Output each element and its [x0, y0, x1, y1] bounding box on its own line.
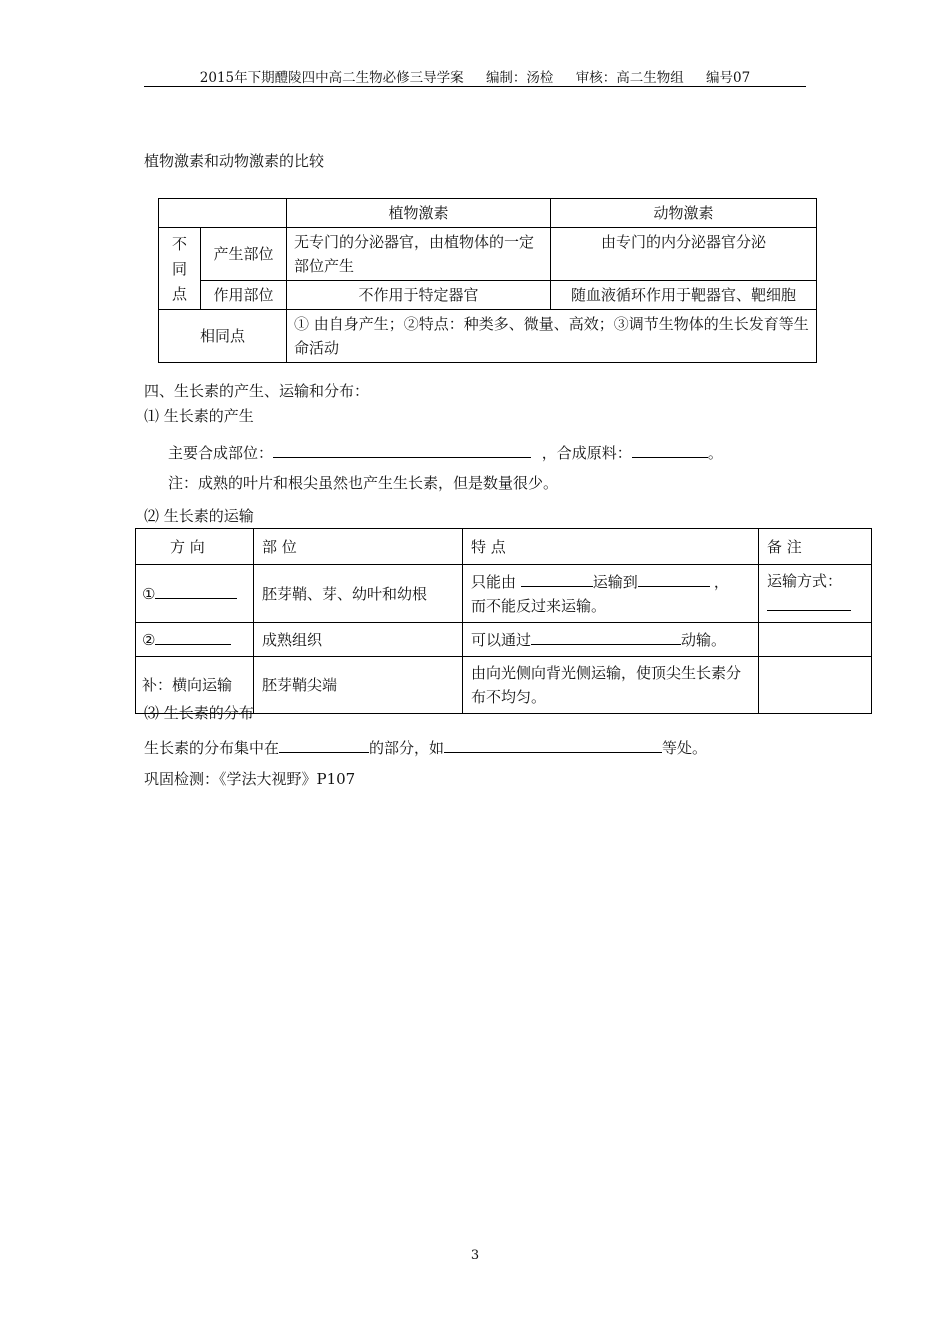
direction-blank[interactable] — [155, 627, 231, 645]
col-plant: 植物激素 — [287, 199, 551, 228]
synthesis-line — [168, 440, 723, 463]
feature-text: ， — [713, 573, 729, 591]
corner-cell — [159, 199, 287, 228]
row1-plant: 无专门的分泌器官，由植物体的一定部位产生 — [287, 228, 551, 281]
row2-label: 作用部位 — [201, 281, 287, 310]
to-blank[interactable] — [638, 569, 710, 587]
feature-text: 只能由 — [471, 573, 517, 591]
page-number: 3 — [470, 1248, 480, 1263]
table-row — [159, 281, 817, 310]
row3-direction: 补：横向运输 — [136, 657, 254, 714]
row1-feature — [463, 565, 759, 623]
feature-text: 可以通过 — [471, 631, 532, 649]
raw-material-blank[interactable] — [632, 440, 708, 458]
concentrated-blank[interactable] — [279, 735, 369, 753]
line-end: 。 — [707, 444, 723, 462]
diff-char: 同 — [171, 260, 187, 278]
row2-part: 成熟组织 — [254, 623, 463, 657]
from-blank[interactable] — [521, 569, 593, 587]
synthesis-site-label: 主要合成部位： — [168, 444, 274, 462]
circled-two: ② — [142, 631, 156, 649]
header-reviewer: 审核：高二生物组 — [575, 70, 684, 86]
row1-note — [759, 565, 872, 623]
table-row — [136, 565, 872, 623]
col-animal: 动物激素 — [551, 199, 817, 228]
row2-feature — [463, 623, 759, 657]
row3-part: 胚芽鞘尖端 — [254, 657, 463, 714]
header-number: 编号07 — [706, 70, 751, 86]
header-note: 备 注 — [759, 529, 872, 565]
header-direction: 方 向 — [136, 529, 254, 565]
through-blank[interactable] — [531, 627, 681, 645]
table-row — [159, 310, 817, 363]
diff-char: 不 — [171, 235, 187, 253]
compare-title: 植物激素和动物激素的比较 — [144, 152, 325, 170]
table-row — [136, 529, 872, 565]
row2-animal: 随血液循环作用于靶器官、靶细胞 — [551, 281, 817, 310]
sub2-title: ⑵ 生长素的运输 — [144, 507, 254, 525]
sub1-title: ⑴ 生长素的产生 — [144, 407, 254, 425]
table-row — [136, 623, 872, 657]
circled-one: ① — [142, 585, 156, 603]
distribution-text: 生长素的分布集中在 — [144, 739, 280, 757]
feature-text: 而不能反过来运输。 — [471, 597, 607, 615]
row2-direction — [136, 623, 254, 657]
header-part: 部 位 — [254, 529, 463, 565]
same-label: 相同点 — [159, 310, 287, 363]
row1-animal: 由专门的内分泌器官分泌 — [551, 228, 817, 281]
header-feature: 特 点 — [463, 529, 759, 565]
row2-plant: 不作用于特定器官 — [287, 281, 551, 310]
practice-line: 巩固检测：《学法大视野》P107 — [144, 770, 356, 788]
row3-feature: 由向光侧向背光侧运输，使顶尖生长素分布不均匀。 — [463, 657, 759, 714]
same-text: ① 由自身产生；②特点：种类多、微量、高效；③调节生物体的生长发育等生命活动 — [287, 310, 817, 363]
table-row — [159, 228, 817, 281]
feature-text: 运输到 — [592, 573, 638, 591]
diff-label — [159, 228, 201, 310]
direction-blank[interactable] — [155, 581, 237, 599]
note-line: 注：成熟的叶片和根尖虽然也产生生长素，但是数量很少。 — [168, 474, 559, 492]
distribution-text: 的部分，如 — [369, 739, 445, 757]
table-row — [159, 199, 817, 228]
row1-label: 产生部位 — [201, 228, 287, 281]
hormone-compare-table — [158, 198, 817, 363]
feature-text: 动输。 — [681, 631, 727, 649]
header-rule — [144, 86, 806, 87]
page-header — [144, 66, 806, 86]
section4-title: 四、生长素的产生、运输和分布： — [144, 382, 370, 400]
row2-note — [759, 623, 872, 657]
transport-table — [135, 528, 872, 714]
row3-note — [759, 657, 872, 714]
note-label: 运输方式： — [767, 572, 843, 590]
synthesis-site-blank[interactable] — [273, 440, 531, 458]
transport-mode-blank[interactable] — [767, 593, 851, 611]
header-editor: 编制：汤检 — [485, 70, 554, 86]
sub3-title: ⑶ 生长素的分布 — [144, 704, 254, 722]
distribution-text: 等处。 — [662, 739, 708, 757]
raw-material-label: ，合成原料： — [541, 444, 632, 462]
header-course: 2015年下期醴陵四中高二生物必修三导学案 — [199, 70, 464, 86]
distribution-line — [144, 735, 707, 758]
row1-direction — [136, 565, 254, 623]
row1-part: 胚芽鞘、芽、幼叶和幼根 — [254, 565, 463, 623]
examples-blank[interactable] — [444, 735, 662, 753]
diff-char: 点 — [171, 285, 187, 303]
